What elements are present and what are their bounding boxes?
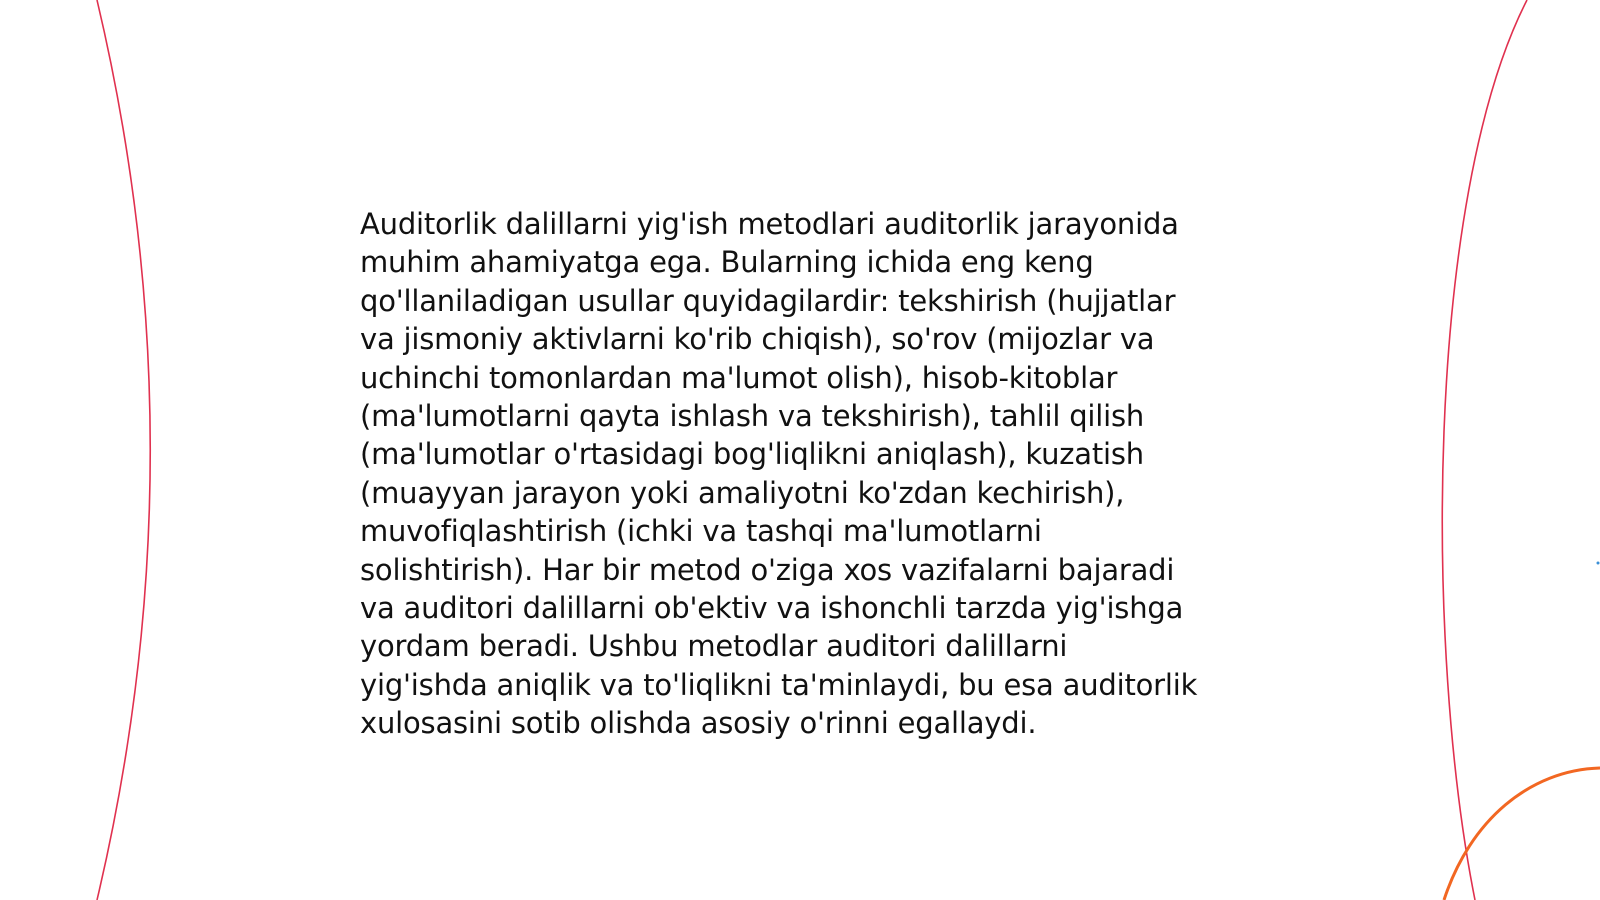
right-curve-line [1442, 0, 1527, 900]
slide-paragraph: Auditorlik dalillarni yig'ish metodlari auditorlik jarayonida muhim ahamiyatga ega. Bularning ichida eng keng qo'llaniladigan usullar quyidagilardir: tekshirish (hujjatlar va jismoniy aktivlarni ko'rib chiqish), so'rov (mijozlar va uchinchi tomonlardan ma'lumot olish), hisob-kitoblar (ma'lumotlarni qayta ishlash va tekshirish), tahlil qilish (ma'lumotlar o'rtasidagi bog'liqlikni aniqlash), kuzatish (muayyan jarayon yoki amaliyotni ko'zdan kechirish), muvofiqlashtirish (ichki va tashqi ma'lumotlarni solishtirish). Har bir metod o'ziga xos vazifalarni bajaradi va auditori dalillarni ob'ektiv va ishonchli tarzda yig'ishga yordam beradi. Ushbu metodlar auditori dalillarni yig'ishda aniqlik va to'liqlikni ta'minlaydi, bu esa auditorlik xulosasini sotib olishda asosiy o'rinni egallaydi. [360, 207, 1198, 741]
orange-arc [1444, 768, 1600, 900]
edge-marker [1597, 562, 1600, 565]
left-curve-line [97, 0, 150, 900]
